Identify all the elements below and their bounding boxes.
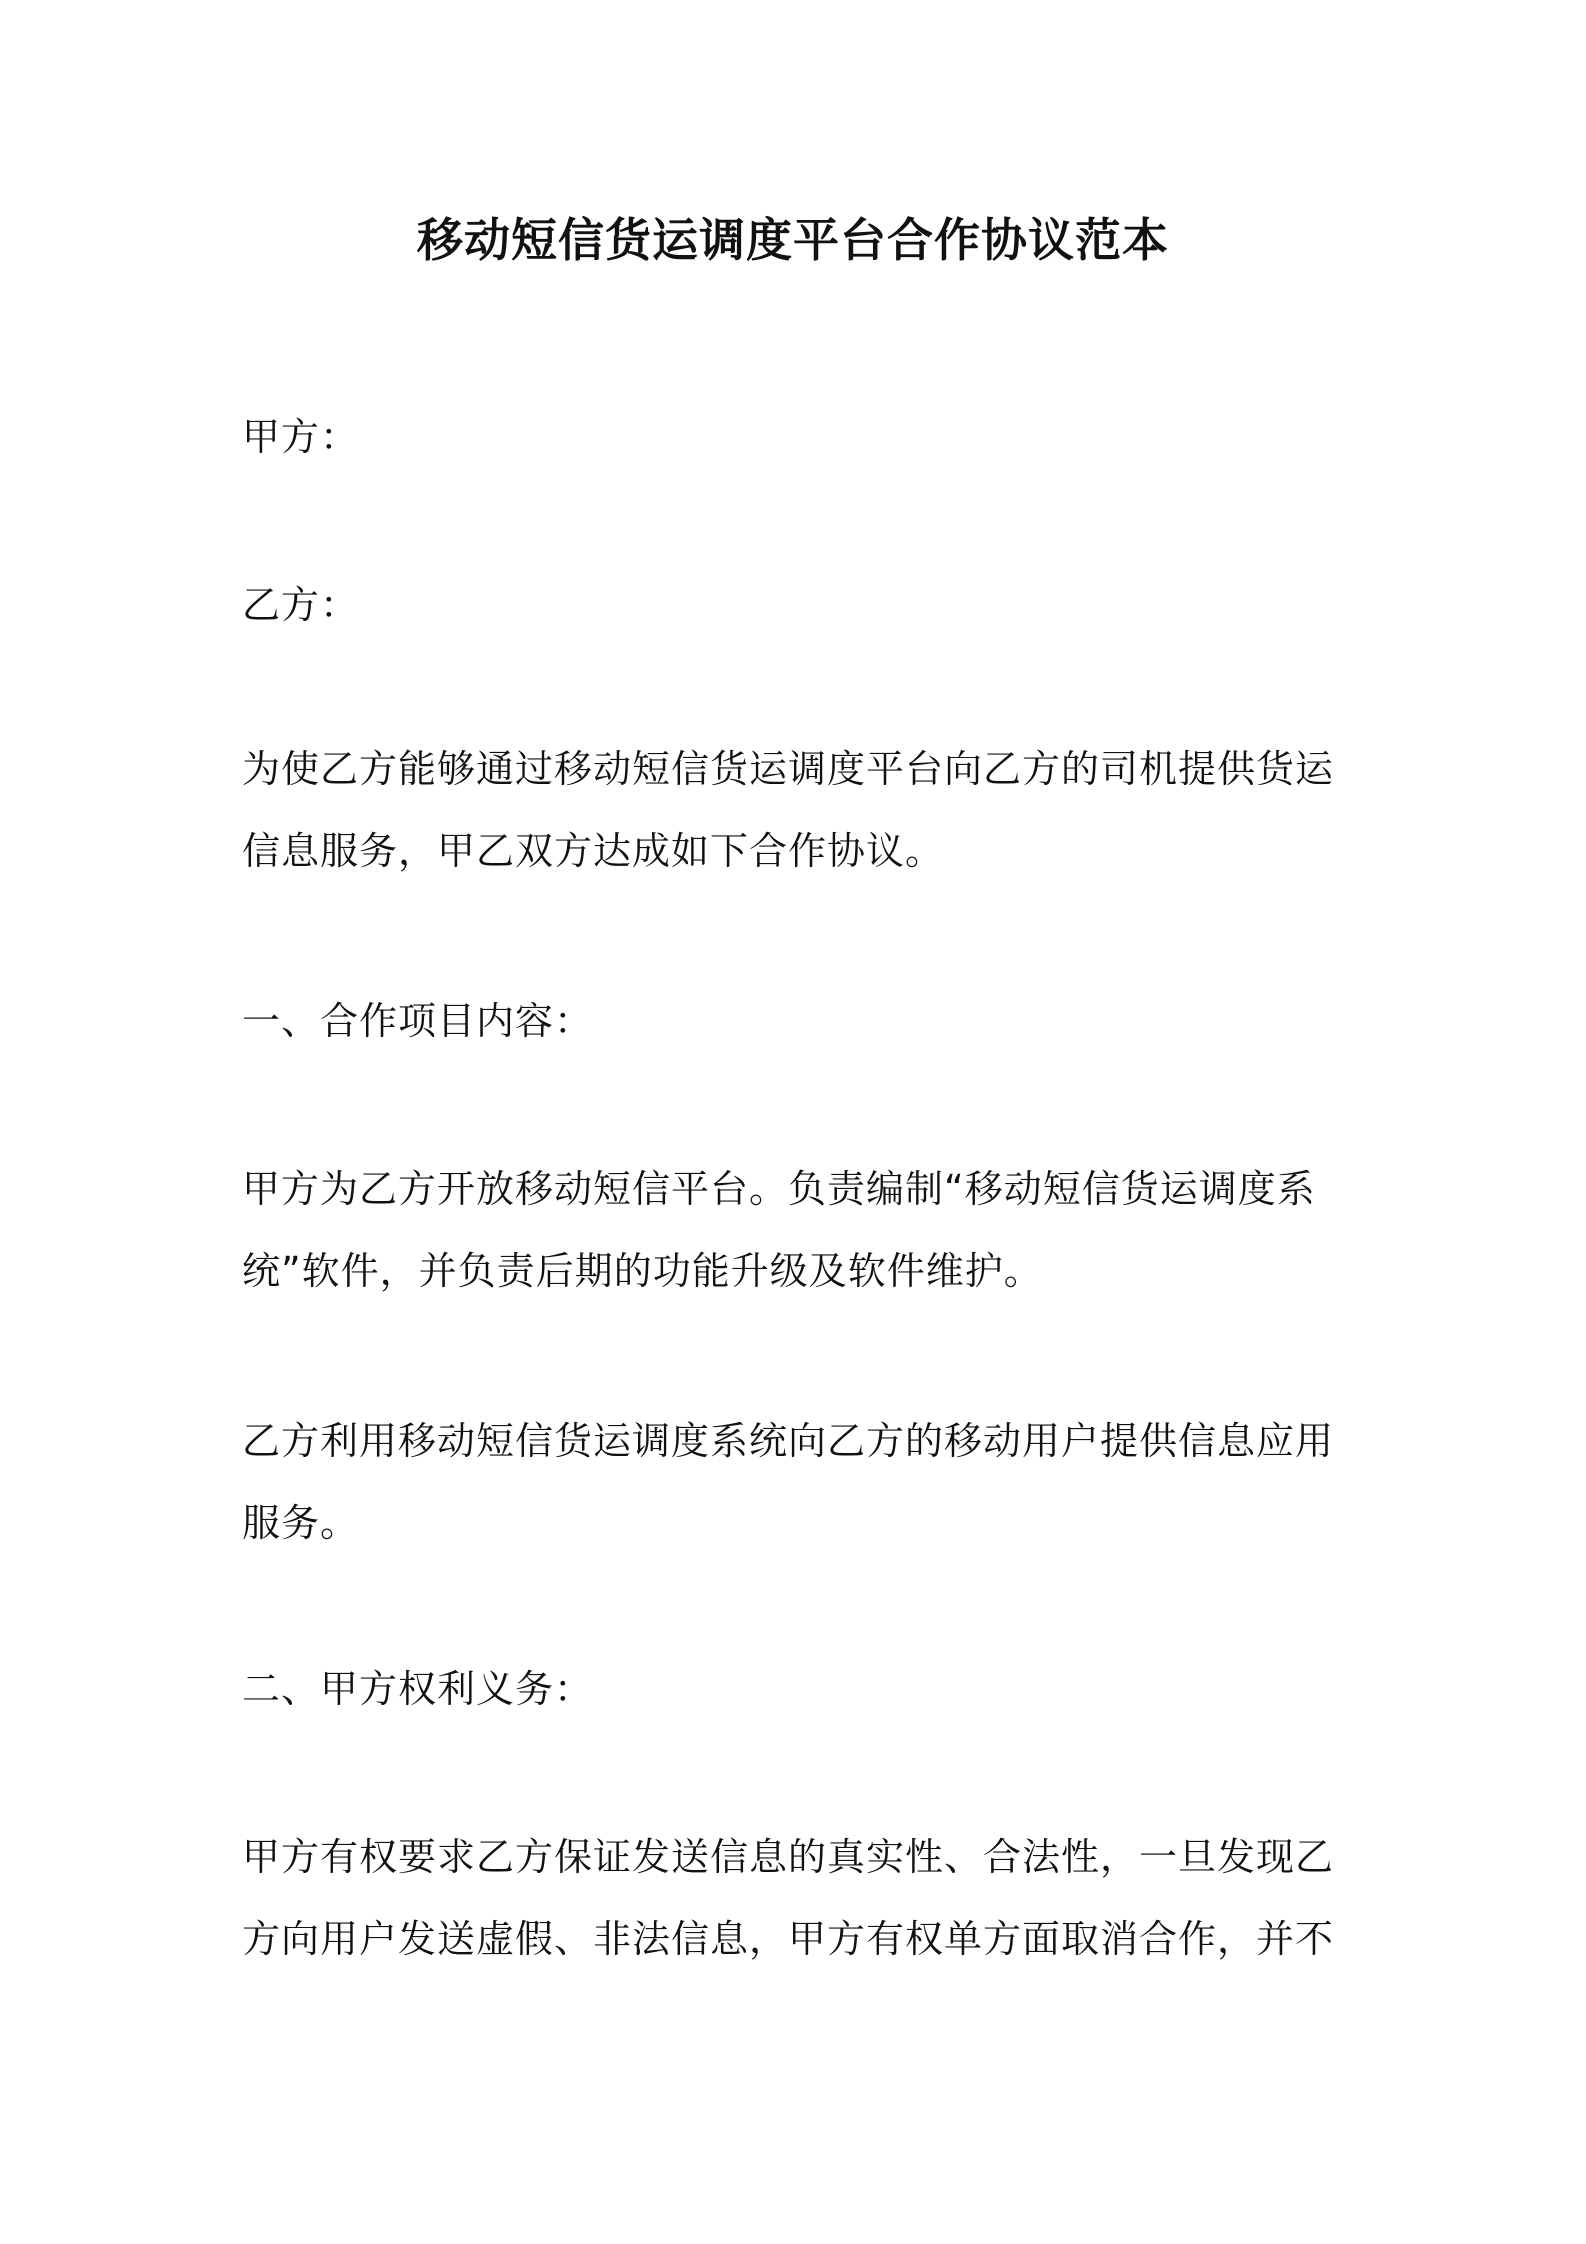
- section-2-paragraph-1: 甲方有权要求乙方保证发送信息的真实性、合法性，一旦发现乙方向用户发送虚假、非法信息，甲方有权单方面取消合作，并不: [242, 1835, 1335, 1961]
- intro-paragraph: 为使乙方能够通过移动短信货运调度平台向乙方的司机提供货运信息服务，甲乙双方达成如下合作协议。: [242, 747, 1335, 873]
- section-1-paragraph-1: 甲方为乙方开放移动短信平台。负责编制“移动短信货运调度系统”软件，并负责后期的功能升级及软件维护。: [242, 1167, 1316, 1293]
- party-b-label: 乙方：: [242, 583, 360, 627]
- document-title: 移动短信货运调度平台合作协议范本: [417, 213, 1169, 267]
- party-a-label: 甲方：: [242, 415, 360, 459]
- section-1-heading: 一、合作项目内容：: [242, 999, 594, 1043]
- section-2-heading: 二、甲方权利义务：: [242, 1667, 594, 1711]
- section-1-paragraph-2: 乙方利用移动短信货运调度系统向乙方的移动用户提供信息应用服务。: [242, 1419, 1335, 1545]
